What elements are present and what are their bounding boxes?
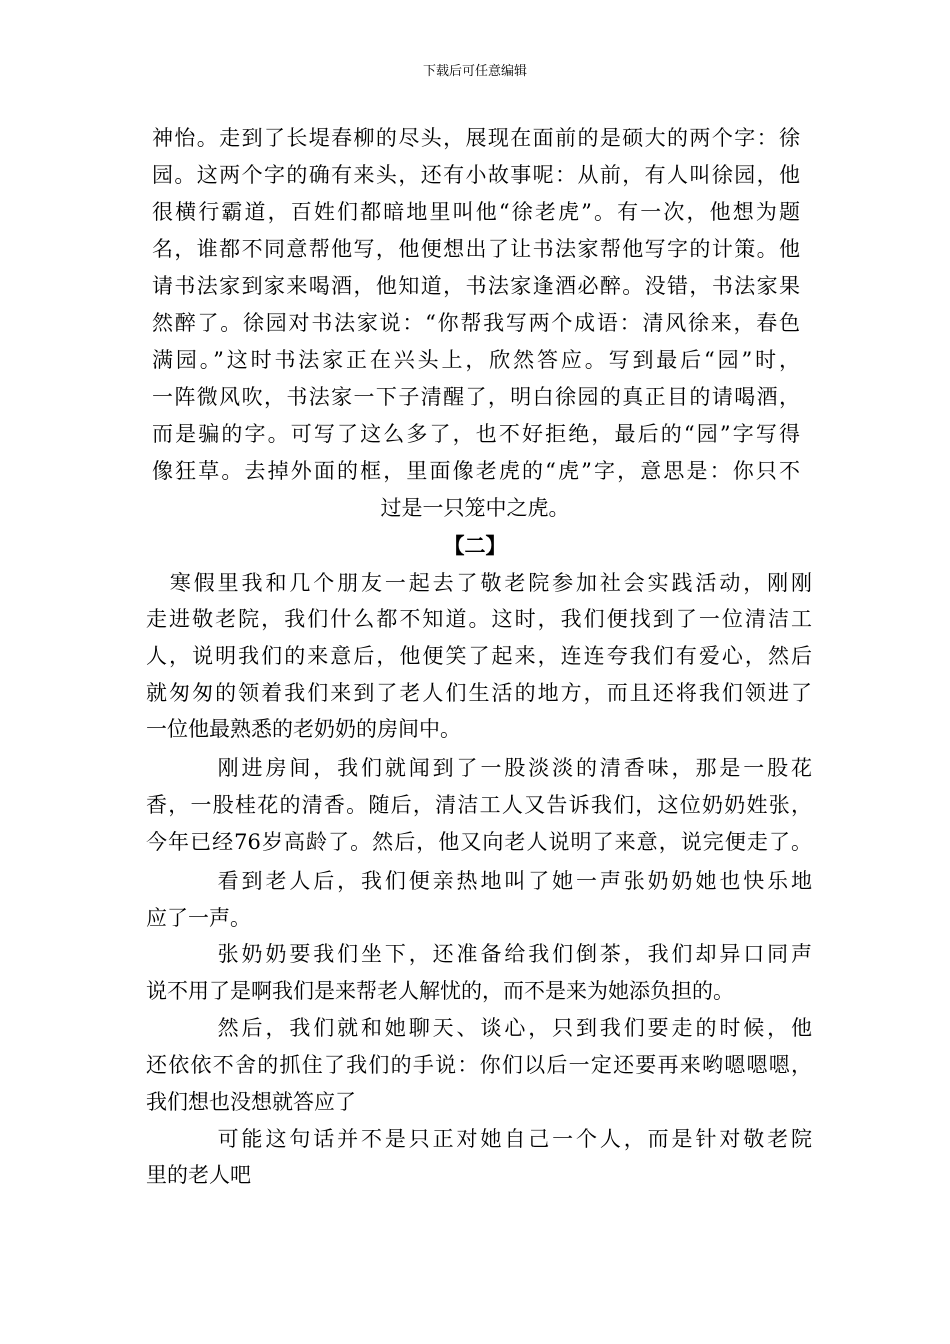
text-line: 神怡。走到了长堤春柳的尽头，展现在面前的是硕大的两个字：徐 — [152, 126, 800, 150]
text-line: 然后，我们就和她聊天、谈心，只到我们要走的时候，他 — [146, 1016, 812, 1040]
text-line: 刚进房间，我们就闻到了一股淡淡的清香味，那是一股花 — [146, 756, 812, 780]
text-line: 还依依不舍的抓住了我们的手说：你们以后一定还要再来哟嗯嗯嗯， — [146, 1053, 812, 1077]
text-line: 里的老人吧 — [146, 1163, 251, 1187]
text-line: 人，说明我们的来意后，他便笑了起来，连连夸我们有爱心，然后 — [146, 644, 812, 668]
text-line: 应了一声。 — [146, 906, 251, 930]
text-line: 很横行霸道，百姓们都暗地里叫他“徐老虎”。有一次，他想为题 — [152, 200, 800, 224]
text-line: 香，一股桂花的清香。随后，清洁工人又告诉我们，这位奶奶姓张， — [146, 793, 812, 817]
text-line: 名，谁都不同意帮他写，他便想出了让书法家帮他写字的计策。他 — [152, 237, 800, 261]
text-line: 今年已经76岁高龄了。然后，他又向老人说明了来意，说完便走了。 — [146, 830, 812, 854]
text-line: 一阵微风吹，书法家一下子清醒了，明白徐园的真正目的请喝酒， — [152, 385, 800, 409]
text-line: 我们想也没想就答应了 — [146, 1090, 356, 1114]
text-line-final: 过是一只笼中之虎。 — [380, 496, 570, 520]
text-line: 寒假里我和几个朋友一起去了敬老院参加社会实践活动，刚刚 — [146, 571, 812, 595]
page-header: 下载后可任意编辑 — [422, 64, 527, 79]
text-line: 像狂草。去掉外面的框，里面像老虎的“虎”字，意思是：你只不 — [152, 459, 800, 483]
text-line: 看到老人后，我们便亲热地叫了她一声张奶奶她也快乐地 — [146, 869, 812, 893]
text-line: 满园。”这时书法家正在兴头上，欣然答应。写到最后“园”时， — [152, 348, 800, 372]
text-line: 就匆匆的领着我们来到了老人们生活的地方，而且还将我们领进了 — [146, 681, 812, 705]
text-line: 张奶奶要我们坐下，还准备给我们倒茶，我们却异口同声 — [146, 942, 812, 966]
text-line: 请书法家到家来喝酒，他知道，书法家逢酒必醉。没错，书法家果 — [152, 274, 800, 298]
text-line: 说不用了是啊我们是来帮老人解忧的，而不是来为她添负担的。 — [146, 979, 734, 1003]
section-heading: 【二】 — [443, 533, 507, 558]
text-line: 园。这两个字的确有来头，还有小故事呢：从前，有人叫徐园，他 — [152, 163, 800, 187]
text-line: 而是骗的字。可写了这么多了，也不好拒绝，最后的“园”字写得 — [152, 422, 800, 446]
text-line: 可能这句话并不是只正对她自己一个人，而是针对敬老院 — [146, 1127, 812, 1151]
text-line: 一位他最熟悉的老奶奶的房间中。 — [146, 717, 461, 741]
text-line: 走进敬老院，我们什么都不知道。这时，我们便找到了一位清洁工 — [146, 607, 812, 631]
text-line: 然醉了。徐园对书法家说：“你帮我写两个成语：清风徐来，春色 — [152, 311, 800, 335]
